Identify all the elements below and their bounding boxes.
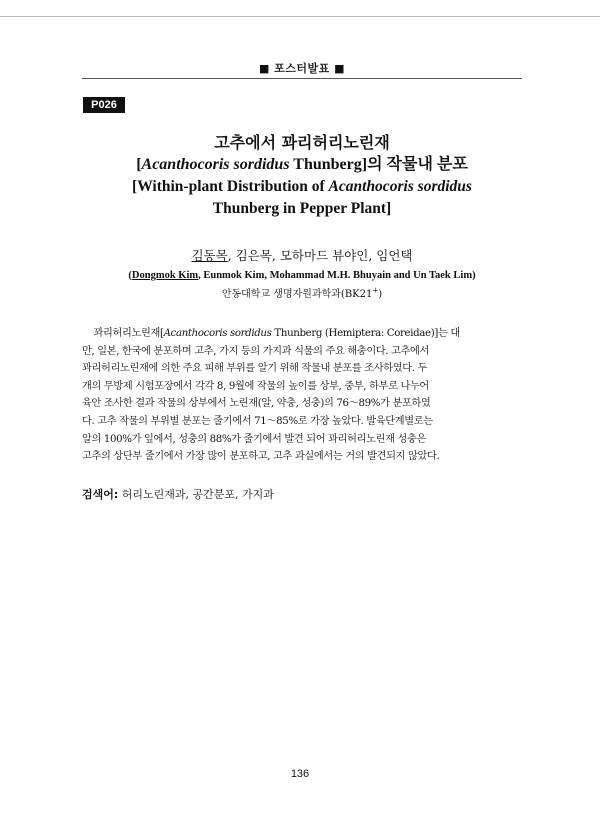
title-line-3 (82, 176, 522, 198)
keywords (82, 486, 522, 502)
affiliation-close: ) (378, 289, 383, 300)
title-species-italic: Acanthocoris sordidus (141, 156, 290, 173)
abstract-line-1-pre: 꽈리허리노린재[ (93, 328, 164, 339)
paper-title (82, 132, 522, 220)
abstract-species-italic: Acanthocoris sordidus (163, 328, 272, 339)
authors-english-open: ( (128, 270, 132, 281)
authors-english (82, 270, 522, 281)
title-line-2 (82, 154, 522, 176)
abstract-line-1-post: Thunberg (Hemiptera: Coreidae)]는 대 (271, 328, 460, 339)
abstract-line: 육안 조사한 결과 작물의 상부에서 노린재(알, 약충, 성충)의 76～89%가 분포하였 (82, 398, 431, 410)
title-korean: 고추에서 꽈리허리노린재 (214, 133, 390, 152)
co-authors-english: , Eunmok Kim, Mohammad M.H. Bhuyain and Un Taek Lim) (198, 270, 476, 281)
abstract-line: 고추의 상단부 줄기에서 가장 많이 분포하고, 고추 과실에서는 거의 발견되지 않았다. (82, 451, 440, 463)
section-header: ■ 포스터발표 ■ (258, 62, 346, 75)
header-rule (82, 78, 522, 79)
abstract-line: 만, 일본, 한국에 분포하며 고추, 가지 등의 가지과 식물의 주요 해충이다. 고추에서 (82, 345, 430, 357)
title-english-species-italic: Acanthocoris sordidus (328, 178, 472, 195)
abstract-line: 알의 100%가 잎에서, 성충의 88%가 줄기에서 발견 되어 꽈리허리노린재 성충은 (82, 433, 426, 445)
abstract-line: 다. 고추 작물의 부위별 분포는 줄기에서 71～85%로 가장 높았다. 발육단계별로는 (82, 415, 433, 427)
page-number: 136 (290, 768, 310, 780)
page-top-border (0, 0, 600, 17)
title-line-2-post: Thunberg]의 작물내 분포 (289, 156, 468, 173)
authors-korean (82, 246, 522, 264)
affiliation-superscript: + (372, 286, 379, 295)
co-authors-korean: , 김은목, 모하마드 뷰야인, 임언택 (227, 248, 413, 263)
keywords-label: 검색어: (82, 488, 119, 501)
abstract-body (82, 325, 520, 466)
abstract-line (82, 325, 520, 343)
abstract-line: 꽈리허리노린재에 의한 주요 피해 부위를 알기 위해 작물내 분포를 조사하였다. 두 (82, 363, 427, 375)
abstract-line: 개의 무방제 시험포장에서 각각 8, 9월에 작물의 높이를 상부, 중부, 하부로 나누어 (82, 380, 429, 392)
poster-id-badge: P026 (83, 97, 125, 113)
keywords-value: 허리노린재과, 공간분포, 가지과 (118, 488, 274, 501)
title-line-3-pre: [Within-plant Distribution of (132, 178, 329, 195)
affiliation (82, 285, 522, 300)
presenting-author-korean: 김동목 (191, 248, 228, 263)
title-line-4: Thunberg in Pepper Plant] (212, 200, 392, 217)
title-line-2-pre: [ (136, 156, 142, 173)
presenting-author-english: Dongmok Kim (131, 270, 199, 281)
affiliation-text: 안동대학교 생명자원과학과(BK21 (221, 289, 373, 300)
